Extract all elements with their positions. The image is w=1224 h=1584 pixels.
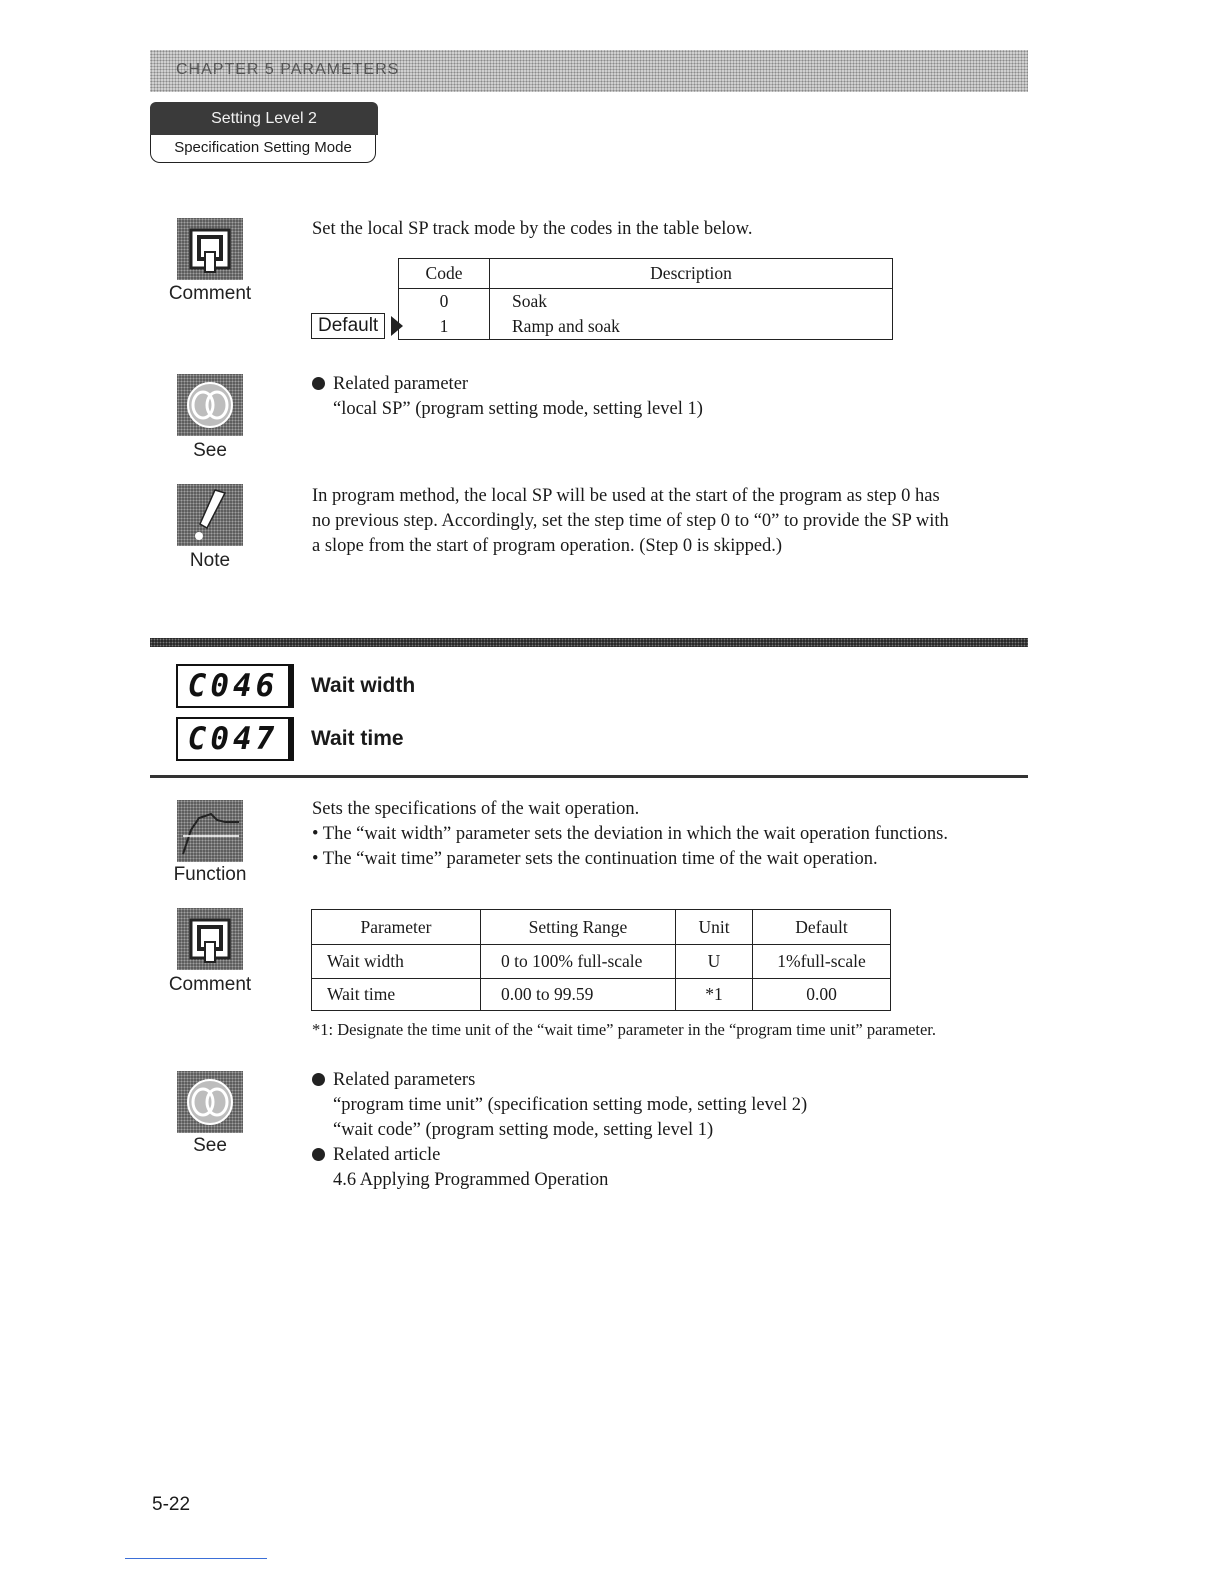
related-block [312,1068,1032,1193]
section-divider [150,775,1028,778]
chapter-banner [150,50,1028,92]
default-label: Default [318,315,379,336]
page-number: 5-22 [152,1494,191,1515]
related-heading: Related article [333,1145,441,1165]
setting-level-label: Setting Level 2 [150,102,378,135]
function-text [312,797,1032,872]
related-heading: Related parameter [333,374,469,394]
comment-icon [177,218,243,280]
note-text [312,484,1032,559]
function-icon [177,800,243,862]
comment-icon [177,908,243,970]
see-label: See [193,1135,227,1156]
section-divider [150,638,1028,647]
table-cell: 0 to 100% full-scale [481,945,676,979]
table-header: Default [753,910,891,945]
function-label: Function [173,864,247,885]
parameter-code-display: C046 [176,664,294,708]
table-cell: Wait time [312,979,481,1011]
bullet-icon [312,377,325,390]
see-label: See [193,440,227,461]
function-line: • The “wait width” parameter sets the deviation in which the wait operation functions. [312,824,948,844]
table-cell: Soak [490,289,893,314]
table-footnote: *1: Designate the time unit of the “wait time” parameter in the “program time unit” parameter. [312,1020,937,1039]
comment-text: Set the local SP track mode by the codes in the table below. [312,219,753,239]
table-cell: 1 [399,314,490,340]
table-cell: Wait width [312,945,481,979]
default-marker [311,313,385,339]
setting-mode-label: Specification Setting Mode [150,135,376,163]
see-icon [177,1071,243,1133]
bullet-icon [312,1073,325,1086]
see-icon [177,374,243,436]
chapter-title: CHAPTER 5 PARAMETERS [176,61,400,78]
note-label: Note [189,550,231,571]
table-header: Code [399,259,490,289]
note-line: a slope from the start of program operation. (Step 0 is skipped.) [312,536,783,556]
track-mode-table [398,258,893,340]
comment-label: Comment [168,283,252,304]
related-item: “local SP” (program setting mode, setting level 1) [333,399,703,419]
footer-rule [125,1558,267,1559]
related-parameter-block [312,372,703,422]
parameter-title: Wait time [311,727,404,750]
comment-label: Comment [168,974,252,995]
table-cell: 0 [399,289,490,314]
related-item: 4.6 Applying Programmed Operation [333,1170,609,1190]
table-cell: *1 [676,979,753,1011]
table-header: Unit [676,910,753,945]
table-cell: U [676,945,753,979]
wait-parameter-table [311,909,891,1011]
parameter-code-display: C047 [176,717,294,761]
table-header: Parameter [312,910,481,945]
setting-level-tab [150,102,378,164]
bullet-icon [312,1148,325,1161]
parameter-title: Wait width [311,674,416,697]
related-item: “program time unit” (specification setting mode, setting level 2) [333,1095,808,1115]
related-heading: Related parameters [333,1070,476,1090]
table-cell: 0.00 [753,979,891,1011]
function-line: • The “wait time” parameter sets the continuation time of the wait operation. [312,849,878,869]
table-header: Setting Range [481,910,676,945]
table-header: Description [490,259,893,289]
note-icon [177,484,243,546]
related-item: “wait code” (program setting mode, setting level 1) [333,1120,714,1140]
table-cell: Ramp and soak [490,314,893,340]
function-line: Sets the specifications of the wait operation. [312,799,640,819]
note-line: In program method, the local SP will be used at the start of the program as step 0 has [312,486,940,506]
table-cell: 0.00 to 99.59 [481,979,676,1011]
note-line: no previous step. Accordingly, set the step time of step 0 to “0” to provide the SP with [312,511,949,531]
table-cell: 1%full-scale [753,945,891,979]
